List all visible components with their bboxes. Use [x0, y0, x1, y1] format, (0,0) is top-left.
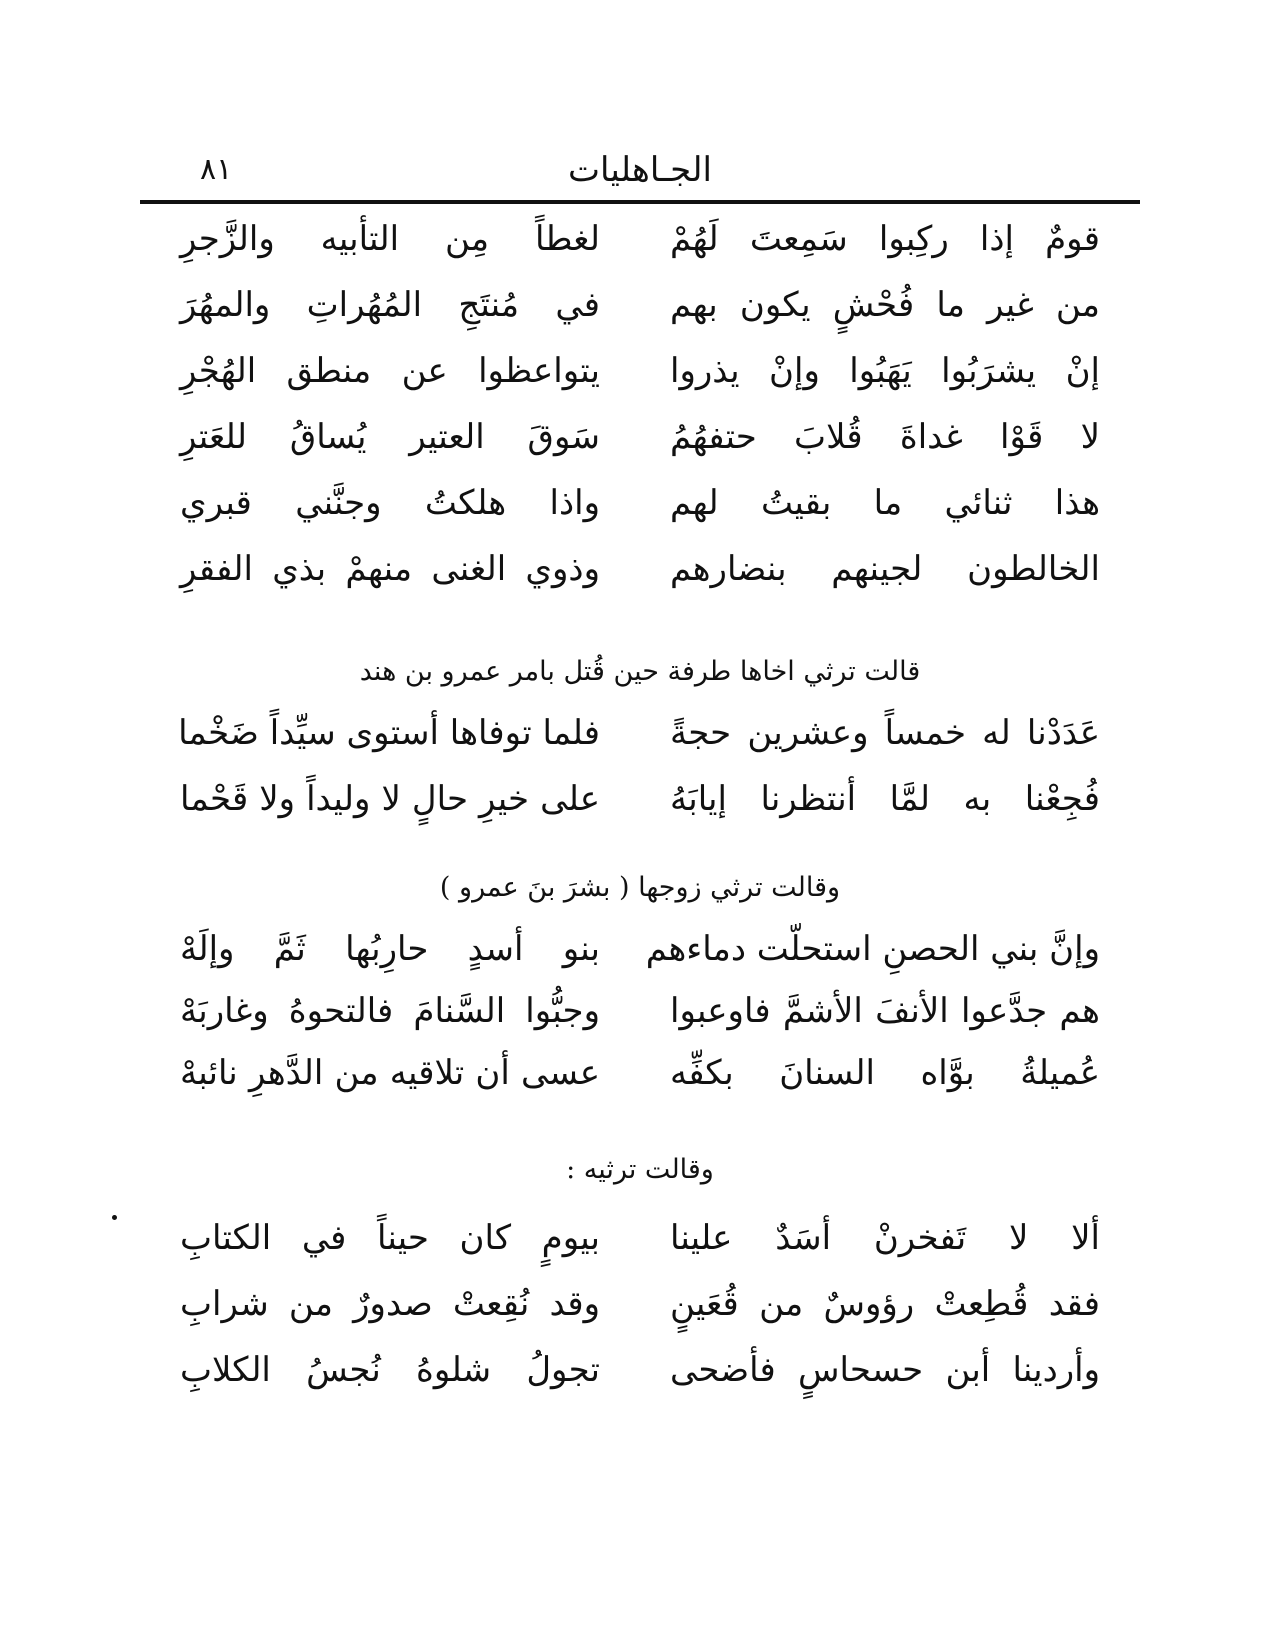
poem-4-intro: وقالت ترثيه :: [566, 1154, 714, 1185]
second-hemistich: بيومٍ كان حيناً في الكتابِ: [180, 1218, 600, 1258]
poem-4: [140, 1205, 1140, 1403]
poem-3: [140, 918, 1140, 1104]
second-hemistich: لغطاً مِن التأبيه والزَّجرِ: [180, 219, 600, 259]
first-hemistich: فقد قُطِعتْ رؤوسٌ من قُعَينٍ: [670, 1284, 1100, 1324]
page-number: ٨١: [200, 152, 233, 187]
second-hemistich: بنو أسدٍ حارِبُها ثَمَّ وإلَهْ: [180, 929, 600, 969]
first-hemistich: هذا ثنائي ما بقيتُ لهم: [670, 483, 1100, 523]
verse: [140, 272, 1140, 338]
first-hemistich: عُميلةُ بوَّاه السنانَ بكفِّه: [670, 1053, 1100, 1093]
verse: [140, 918, 1140, 980]
second-hemistich: سَوقَ العتير يُساقُ للعَترِ: [180, 417, 600, 457]
second-hemistich: فلما توفاها أستوى سيِّداً ضَخْما: [178, 713, 600, 753]
first-hemistich: فُجِعْنا به لمَّا أنتظرنا إيابَهُ: [670, 779, 1100, 819]
verse: [140, 766, 1140, 832]
first-hemistich: وإنَّ بني الحصنِ استحلّت دماءهم: [645, 929, 1100, 969]
running-title: الجـاهليات: [568, 150, 712, 190]
verse: [140, 1337, 1140, 1403]
first-hemistich: الخالطون لجينهم بنضارهم: [670, 549, 1100, 589]
second-hemistich: وجبُّوا السَّنامَ فالتحوهُ وغاربَهْ: [180, 991, 600, 1031]
first-hemistich: قومٌ إذا ركِبوا سَمِعتَ لَهُمْ: [670, 219, 1100, 259]
second-hemistich: وذوي الغنى منهمْ بذي الفقرِ: [180, 549, 600, 589]
second-hemistich: تجولُ شلوهُ نُجسُ الكلابِ: [180, 1350, 600, 1390]
second-hemistich: في مُنتَجِ المُهُراتِ والمهُرَ: [180, 285, 600, 325]
first-hemistich: وأردينا أبن حسحاسٍ فأضحى: [670, 1350, 1100, 1390]
page-header: [140, 148, 1140, 198]
verse: [140, 1042, 1140, 1104]
header-rule: [140, 200, 1140, 204]
poem-1: [140, 206, 1140, 602]
poem-3-intro: وقالت ترثي زوجها ( بشرَ بنَ عمرو ): [439, 872, 841, 903]
first-hemistich: لا قَوْا غداةَ قُلابَ حتفهُمُ: [670, 417, 1100, 457]
poem-2-intro: قالت ترثي اخاها طرفة حين قُتل بامر عمرو بن هند: [359, 656, 921, 687]
verse: [140, 1205, 1140, 1271]
first-hemistich: هم جدَّعوا الأنفَ الأشمَّ فاوعبوا: [670, 991, 1100, 1031]
first-hemistich: من غير ما فُحْشٍ يكون بهم: [670, 285, 1100, 325]
verse: [140, 338, 1140, 404]
second-hemistich: على خيرِ حالٍ لا وليداً ولا قَحْما: [180, 779, 600, 819]
poem-2: [140, 700, 1140, 832]
verse: [140, 206, 1140, 272]
verse: [140, 700, 1140, 766]
verse: [140, 980, 1140, 1042]
verse: [140, 404, 1140, 470]
verse: [140, 536, 1140, 602]
first-hemistich: ألا لا تَفخرنْ أسَدٌ علينا: [670, 1218, 1100, 1258]
verse: [140, 1271, 1140, 1337]
verse: [140, 470, 1140, 536]
second-hemistich: يتواعظوا عن منطق الهُجْرِ: [180, 351, 600, 391]
first-hemistich: عَدَدْنا له خمساً وعشرين حجةً: [670, 713, 1100, 753]
second-hemistich: عسى أن تلاقيه من الدَّهرِ نائبهْ: [180, 1053, 600, 1093]
second-hemistich: واذا هلكتُ وجنَّني قبري: [180, 483, 600, 523]
ink-speck: [112, 1215, 117, 1220]
second-hemistich: وقد نُقِعتْ صدورٌ من شرابِ: [180, 1284, 600, 1324]
first-hemistich: إنْ يشرَبُوا يَهَبُوا وإنْ يذروا: [670, 351, 1100, 391]
